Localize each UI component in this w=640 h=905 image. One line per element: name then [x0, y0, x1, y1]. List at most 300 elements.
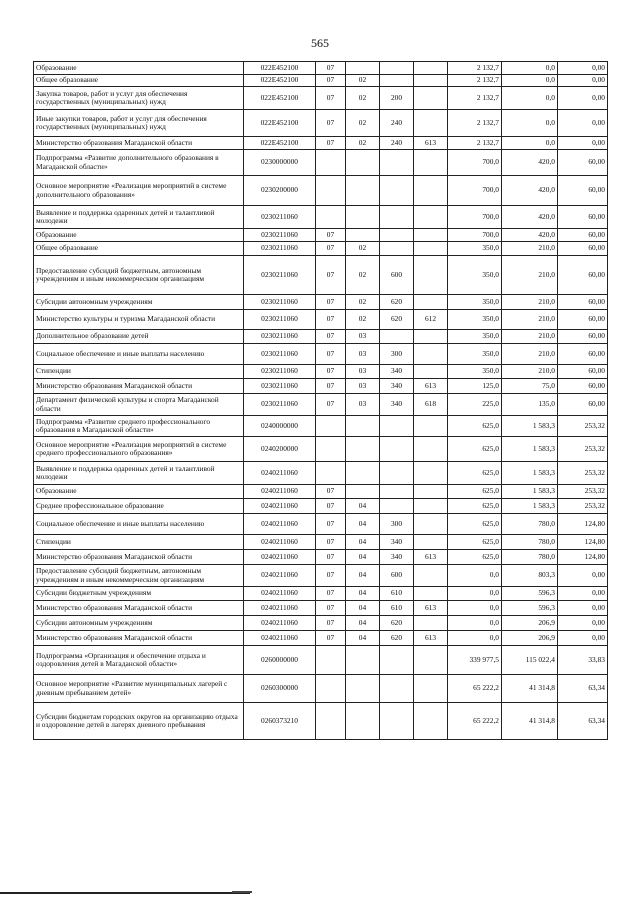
- section: [316, 675, 346, 703]
- table-row: [34, 229, 608, 242]
- row-name: Основное мероприятие «Развитие муниципальных лагерей с дневным пребыванием детей»: [34, 675, 244, 703]
- row-name: Подпрограмма «Развитие дополнительного образования в Магаданской области»: [34, 150, 244, 176]
- row-name: Образование: [34, 62, 244, 75]
- gov-code: [414, 242, 448, 256]
- subsection: 02: [346, 75, 380, 87]
- plan-value: 339 977,5: [448, 646, 502, 675]
- gov-code: [414, 646, 448, 675]
- actual-value: 1 583,3: [502, 485, 558, 499]
- section: 07: [316, 616, 346, 631]
- section: 07: [316, 379, 346, 394]
- table-row: [34, 150, 608, 176]
- target-article: 0230211060: [244, 242, 316, 256]
- target-article: 0230211060: [244, 379, 316, 394]
- subsection: 02: [346, 256, 380, 295]
- gov-code: 613: [414, 137, 448, 150]
- expense-type: 620: [380, 295, 414, 310]
- section: 07: [316, 514, 346, 535]
- execution-percent: 0,00: [558, 616, 608, 631]
- row-name: Общее образование: [34, 75, 244, 87]
- subsection: [346, 150, 380, 176]
- plan-value: 0,0: [448, 631, 502, 646]
- subsection: [346, 437, 380, 462]
- expense-type: [380, 176, 414, 206]
- execution-percent: 0,00: [558, 137, 608, 150]
- subsection: [346, 675, 380, 703]
- section: 07: [316, 310, 346, 330]
- section: 07: [316, 242, 346, 256]
- subsection: 03: [346, 330, 380, 344]
- expense-type: 340: [380, 550, 414, 565]
- actual-value: 210,0: [502, 242, 558, 256]
- subsection: 02: [346, 310, 380, 330]
- bottom-rule-mark: [232, 891, 252, 893]
- actual-value: 0,0: [502, 110, 558, 137]
- section: [316, 416, 346, 437]
- row-name: Выявление и поддержка одаренных детей и талантливой молодежи: [34, 462, 244, 485]
- expense-type: [380, 75, 414, 87]
- actual-value: 596,3: [502, 587, 558, 601]
- subsection: 03: [346, 379, 380, 394]
- row-name: Основное мероприятие «Реализация мероприятий в системе дополнительного образования»: [34, 176, 244, 206]
- section: 07: [316, 394, 346, 416]
- table-row: [34, 499, 608, 514]
- row-name: Дополнительное образование детей: [34, 330, 244, 344]
- subsection: [346, 462, 380, 485]
- table-row: [34, 565, 608, 587]
- section: 07: [316, 87, 346, 110]
- target-article: 0240211060: [244, 514, 316, 535]
- row-name: Общее образование: [34, 242, 244, 256]
- gov-code: 613: [414, 631, 448, 646]
- gov-code: [414, 535, 448, 550]
- target-article: 0240211060: [244, 565, 316, 587]
- table-row: [34, 295, 608, 310]
- table-row: [34, 87, 608, 110]
- gov-code: 613: [414, 550, 448, 565]
- actual-value: 210,0: [502, 295, 558, 310]
- actual-value: 41 314,8: [502, 703, 558, 740]
- gov-code: [414, 206, 448, 229]
- expense-type: 620: [380, 631, 414, 646]
- execution-percent: 124,80: [558, 550, 608, 565]
- execution-percent: 0,00: [558, 631, 608, 646]
- target-article: 0230211060: [244, 365, 316, 379]
- actual-value: 0,0: [502, 137, 558, 150]
- target-article: 0230211060: [244, 295, 316, 310]
- plan-value: 2 132,7: [448, 87, 502, 110]
- plan-value: 2 132,7: [448, 75, 502, 87]
- target-article: 0240211060: [244, 485, 316, 499]
- table-row: [34, 206, 608, 229]
- gov-code: [414, 344, 448, 365]
- table-row: [34, 462, 608, 485]
- execution-percent: 33,83: [558, 646, 608, 675]
- gov-code: [414, 416, 448, 437]
- table-row: [34, 256, 608, 295]
- section: 07: [316, 75, 346, 87]
- execution-percent: 60,00: [558, 150, 608, 176]
- expense-type: 600: [380, 256, 414, 295]
- target-article: 0260300000: [244, 675, 316, 703]
- gov-code: [414, 295, 448, 310]
- execution-percent: 60,00: [558, 310, 608, 330]
- execution-percent: 0,00: [558, 565, 608, 587]
- actual-value: 41 314,8: [502, 675, 558, 703]
- row-name: Предоставление субсидий бюджетным, автономным учреждениям и иным некоммерческим организациям: [34, 256, 244, 295]
- row-name: Выявление и поддержка одаренных детей и талантливой молодежи: [34, 206, 244, 229]
- subsection: 02: [346, 110, 380, 137]
- execution-percent: 60,00: [558, 229, 608, 242]
- row-name: Иные закупки товаров, работ и услуг для обеспечения государственных (муниципальных) нужд: [34, 110, 244, 137]
- execution-percent: 60,00: [558, 394, 608, 416]
- gov-code: [414, 675, 448, 703]
- table-row: [34, 242, 608, 256]
- target-article: 022Е452100: [244, 137, 316, 150]
- plan-value: 350,0: [448, 365, 502, 379]
- row-name: Основное мероприятие «Реализация мероприятий в системе среднего профессионального образования»: [34, 437, 244, 462]
- execution-percent: 253,32: [558, 499, 608, 514]
- actual-value: 420,0: [502, 176, 558, 206]
- gov-code: [414, 587, 448, 601]
- expense-type: [380, 485, 414, 499]
- gov-code: 618: [414, 394, 448, 416]
- plan-value: 0,0: [448, 601, 502, 616]
- target-article: 022Е452100: [244, 62, 316, 75]
- gov-code: [414, 565, 448, 587]
- expense-type: [380, 646, 414, 675]
- section: 07: [316, 295, 346, 310]
- expense-type: [380, 229, 414, 242]
- section: [316, 176, 346, 206]
- section: 07: [316, 631, 346, 646]
- gov-code: [414, 514, 448, 535]
- subsection: 02: [346, 137, 380, 150]
- execution-percent: 0,00: [558, 587, 608, 601]
- actual-value: 135,0: [502, 394, 558, 416]
- execution-percent: 124,80: [558, 535, 608, 550]
- expense-type: [380, 206, 414, 229]
- bottom-rule: [0, 892, 250, 894]
- subsection: [346, 646, 380, 675]
- gov-code: [414, 437, 448, 462]
- execution-percent: 60,00: [558, 295, 608, 310]
- execution-percent: 0,00: [558, 87, 608, 110]
- row-name: Социальное обеспечение и иные выплаты населению: [34, 344, 244, 365]
- subsection: [346, 206, 380, 229]
- subsection: 03: [346, 365, 380, 379]
- execution-percent: 60,00: [558, 379, 608, 394]
- row-name: Министерство образования Магаданской области: [34, 137, 244, 150]
- table-row: [34, 394, 608, 416]
- target-article: 0240200000: [244, 437, 316, 462]
- section: 07: [316, 565, 346, 587]
- expense-type: [380, 242, 414, 256]
- actual-value: 780,0: [502, 550, 558, 565]
- gov-code: [414, 176, 448, 206]
- section: 07: [316, 137, 346, 150]
- plan-value: 350,0: [448, 310, 502, 330]
- expense-type: 600: [380, 565, 414, 587]
- row-name: Субсидии автономным учреждениям: [34, 616, 244, 631]
- target-article: 0230211060: [244, 229, 316, 242]
- subsection: [346, 416, 380, 437]
- target-article: 0230000000: [244, 150, 316, 176]
- expense-type: [380, 703, 414, 740]
- target-article: 0240211060: [244, 601, 316, 616]
- target-article: 0240211060: [244, 462, 316, 485]
- execution-percent: 253,32: [558, 437, 608, 462]
- subsection: 04: [346, 601, 380, 616]
- section: [316, 703, 346, 740]
- table-row: [34, 137, 608, 150]
- actual-value: 1 583,3: [502, 499, 558, 514]
- execution-percent: 253,32: [558, 462, 608, 485]
- plan-value: 625,0: [448, 535, 502, 550]
- execution-percent: 0,00: [558, 110, 608, 137]
- actual-value: 780,0: [502, 535, 558, 550]
- execution-percent: 60,00: [558, 330, 608, 344]
- section: 07: [316, 344, 346, 365]
- plan-value: 225,0: [448, 394, 502, 416]
- plan-value: 65 222,2: [448, 675, 502, 703]
- expense-type: [380, 462, 414, 485]
- expense-type: 200: [380, 87, 414, 110]
- target-article: 0240211060: [244, 616, 316, 631]
- expense-type: [380, 62, 414, 75]
- execution-percent: 60,00: [558, 176, 608, 206]
- gov-code: [414, 150, 448, 176]
- row-name: Субсидии бюджетам городских округов на организацию отдыха и оздоровление детей в лагерях дневного пребывания: [34, 703, 244, 740]
- expense-type: 340: [380, 535, 414, 550]
- row-name: Министерство культуры и туризма Магаданской области: [34, 310, 244, 330]
- subsection: 03: [346, 394, 380, 416]
- subsection: [346, 62, 380, 75]
- table-row: [34, 310, 608, 330]
- section: 07: [316, 601, 346, 616]
- section: [316, 437, 346, 462]
- table-row: [34, 110, 608, 137]
- row-name: Министерство образования Магаданской области: [34, 379, 244, 394]
- expense-type: 620: [380, 616, 414, 631]
- plan-value: 625,0: [448, 437, 502, 462]
- gov-code: [414, 462, 448, 485]
- subsection: [346, 485, 380, 499]
- table-row: [34, 416, 608, 437]
- subsection: 04: [346, 587, 380, 601]
- plan-value: 2 132,7: [448, 62, 502, 75]
- expense-type: 340: [380, 365, 414, 379]
- plan-value: 350,0: [448, 295, 502, 310]
- row-name: Среднее профессиональное образование: [34, 499, 244, 514]
- row-name: Министерство образования Магаданской области: [34, 631, 244, 646]
- execution-percent: 60,00: [558, 242, 608, 256]
- plan-value: 350,0: [448, 256, 502, 295]
- plan-value: 625,0: [448, 416, 502, 437]
- gov-code: [414, 75, 448, 87]
- section: 07: [316, 499, 346, 514]
- target-article: 0230211060: [244, 394, 316, 416]
- target-article: 0230211060: [244, 206, 316, 229]
- execution-percent: 63,34: [558, 675, 608, 703]
- subsection: [346, 176, 380, 206]
- target-article: 0240211060: [244, 535, 316, 550]
- plan-value: 700,0: [448, 176, 502, 206]
- row-name: Министерство образования Магаданской области: [34, 550, 244, 565]
- plan-value: 625,0: [448, 485, 502, 499]
- target-article: 022Е452100: [244, 87, 316, 110]
- actual-value: 1 583,3: [502, 416, 558, 437]
- plan-value: 350,0: [448, 330, 502, 344]
- actual-value: 420,0: [502, 206, 558, 229]
- target-article: 0230211060: [244, 310, 316, 330]
- actual-value: 0,0: [502, 62, 558, 75]
- execution-percent: 253,32: [558, 416, 608, 437]
- subsection: 04: [346, 499, 380, 514]
- gov-code: [414, 616, 448, 631]
- plan-value: 125,0: [448, 379, 502, 394]
- execution-percent: 253,32: [558, 485, 608, 499]
- subsection: 04: [346, 535, 380, 550]
- plan-value: 700,0: [448, 229, 502, 242]
- plan-value: 700,0: [448, 150, 502, 176]
- table-row: [34, 535, 608, 550]
- section: 07: [316, 550, 346, 565]
- budget-table: [33, 61, 608, 740]
- actual-value: 596,3: [502, 601, 558, 616]
- section: 07: [316, 62, 346, 75]
- gov-code: [414, 330, 448, 344]
- plan-value: 625,0: [448, 499, 502, 514]
- execution-percent: 60,00: [558, 344, 608, 365]
- plan-value: 625,0: [448, 550, 502, 565]
- table-row: [34, 514, 608, 535]
- table-row: [34, 550, 608, 565]
- target-article: 0240211060: [244, 587, 316, 601]
- actual-value: 75,0: [502, 379, 558, 394]
- plan-value: 2 132,7: [448, 137, 502, 150]
- gov-code: [414, 499, 448, 514]
- row-name: Субсидии автономным учреждениям: [34, 295, 244, 310]
- execution-percent: 60,00: [558, 206, 608, 229]
- subsection: 02: [346, 242, 380, 256]
- plan-value: 0,0: [448, 616, 502, 631]
- subsection: 02: [346, 295, 380, 310]
- expense-type: 340: [380, 394, 414, 416]
- row-name: Субсидии бюджетным учреждениям: [34, 587, 244, 601]
- target-article: 0230200000: [244, 176, 316, 206]
- execution-percent: 63,34: [558, 703, 608, 740]
- table-row: [34, 703, 608, 740]
- subsection: [346, 703, 380, 740]
- gov-code: [414, 256, 448, 295]
- section: 07: [316, 229, 346, 242]
- table-row: [34, 365, 608, 379]
- row-name: Закупка товаров, работ и услуг для обеспечения государственных (муниципальных) нужд: [34, 87, 244, 110]
- table-row: [34, 379, 608, 394]
- actual-value: 210,0: [502, 365, 558, 379]
- target-article: 0260373210: [244, 703, 316, 740]
- expense-type: 610: [380, 587, 414, 601]
- expense-type: [380, 416, 414, 437]
- table-row: [34, 330, 608, 344]
- actual-value: 1 583,3: [502, 437, 558, 462]
- plan-value: 0,0: [448, 587, 502, 601]
- subsection: 03: [346, 344, 380, 365]
- table-row: [34, 75, 608, 87]
- table-row: [34, 485, 608, 499]
- actual-value: 803,3: [502, 565, 558, 587]
- subsection: 04: [346, 514, 380, 535]
- row-name: Социальное обеспечение и иные выплаты населению: [34, 514, 244, 535]
- gov-code: [414, 365, 448, 379]
- target-article: 0240000000: [244, 416, 316, 437]
- table-row: [34, 646, 608, 675]
- table-row: [34, 62, 608, 75]
- target-article: 0260000000: [244, 646, 316, 675]
- row-name: Образование: [34, 229, 244, 242]
- gov-code: [414, 87, 448, 110]
- plan-value: 0,0: [448, 565, 502, 587]
- target-article: 0240211060: [244, 631, 316, 646]
- actual-value: 210,0: [502, 256, 558, 295]
- section: 07: [316, 110, 346, 137]
- plan-value: 700,0: [448, 206, 502, 229]
- table-row: [34, 675, 608, 703]
- plan-value: 350,0: [448, 344, 502, 365]
- row-name: Предоставление субсидий бюджетным, автономным учреждениям и иным некоммерческим организациям: [34, 565, 244, 587]
- table-row: [34, 344, 608, 365]
- row-name: Департамент физической культуры и спорта Магаданской области: [34, 394, 244, 416]
- gov-code: 613: [414, 379, 448, 394]
- plan-value: 2 132,7: [448, 110, 502, 137]
- gov-code: [414, 110, 448, 137]
- actual-value: 206,9: [502, 631, 558, 646]
- subsection: 04: [346, 616, 380, 631]
- table-row: [34, 631, 608, 646]
- section: 07: [316, 535, 346, 550]
- subsection: 02: [346, 87, 380, 110]
- plan-value: 350,0: [448, 242, 502, 256]
- expense-type: 340: [380, 379, 414, 394]
- plan-value: 625,0: [448, 514, 502, 535]
- section: [316, 646, 346, 675]
- table-row: [34, 437, 608, 462]
- actual-value: 1 583,3: [502, 462, 558, 485]
- actual-value: 0,0: [502, 75, 558, 87]
- section: [316, 462, 346, 485]
- actual-value: 115 022,4: [502, 646, 558, 675]
- execution-percent: 60,00: [558, 256, 608, 295]
- expense-type: [380, 150, 414, 176]
- expense-type: [380, 437, 414, 462]
- target-article: 022Е452100: [244, 75, 316, 87]
- execution-percent: 60,00: [558, 365, 608, 379]
- expense-type: [380, 499, 414, 514]
- section: 07: [316, 256, 346, 295]
- execution-percent: 0,00: [558, 601, 608, 616]
- target-article: 0240211060: [244, 550, 316, 565]
- subsection: 04: [346, 550, 380, 565]
- actual-value: 420,0: [502, 229, 558, 242]
- actual-value: 210,0: [502, 310, 558, 330]
- target-article: 022Е452100: [244, 110, 316, 137]
- table-row: [34, 176, 608, 206]
- gov-code: [414, 485, 448, 499]
- target-article: 0230211060: [244, 330, 316, 344]
- row-name: Министерство образования Магаданской области: [34, 601, 244, 616]
- section: 07: [316, 485, 346, 499]
